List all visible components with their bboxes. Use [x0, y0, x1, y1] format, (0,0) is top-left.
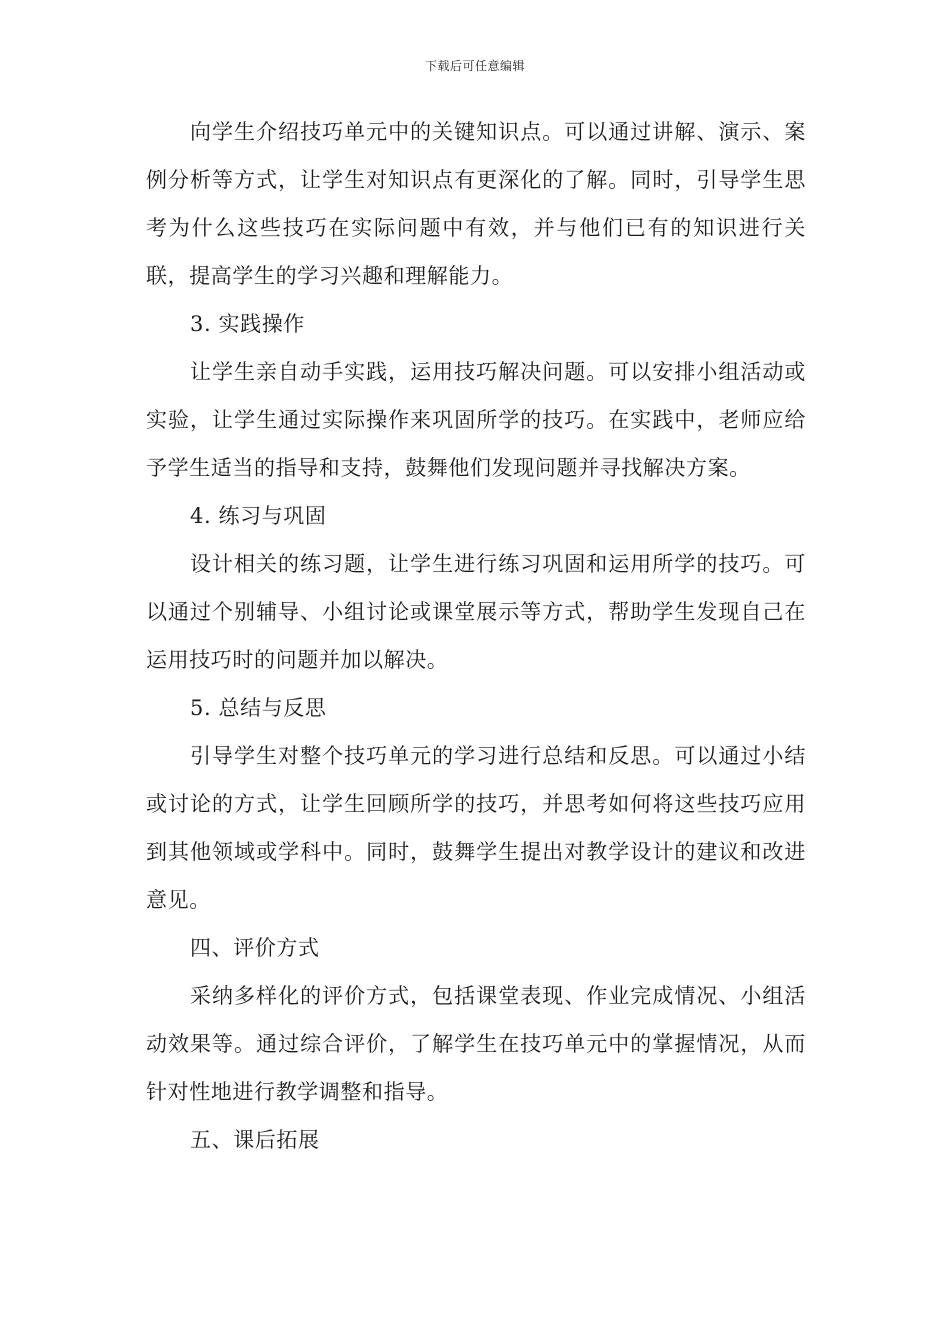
- heading-practice: 3. 实践操作: [190, 312, 305, 336]
- paragraph-summary: 引导学生对整个技巧单元的学习进行总结和反思。可以通过小结或讨论的方式，让学生回顾所学的技巧，并思考如何将这些技巧应用到其他领域或学科中。同时，鼓舞学生提出对教学设计的建议和改进意见。: [146, 744, 806, 912]
- paragraph-intro-knowledge: 向学生介绍技巧单元中的关键知识点。可以通过讲解、演示、案例分析等方式，让学生对知识点有更深化的了解。同时，引导学生思考为什么这些技巧在实际问题中有效，并与他们已有的知识进行关联，提高学生的学习兴趣和理解能力。: [146, 120, 806, 288]
- paragraph-exercise: 设计相关的练习题，让学生进行练习巩固和运用所学的技巧。可以通过个别辅导、小组讨论或课堂展示等方式，帮助学生发现自己在运用技巧时的问题并加以解决。: [146, 552, 806, 672]
- heading-evaluation: 四、评价方式: [190, 936, 320, 960]
- paragraph-practice: 让学生亲自动手实践，运用技巧解决问题。可以安排小组活动或实验，让学生通过实际操作来巩固所学的技巧。在实践中，老师应给予学生适当的指导和支持，鼓舞他们发现问题并寻找解决方案。: [146, 360, 806, 480]
- document-body: [146, 108, 806, 1164]
- heading-summary: 5. 总结与反思: [190, 696, 327, 720]
- page-header: 下载后可任意编辑: [424, 59, 525, 73]
- paragraph-evaluation: 采纳多样化的评价方式，包括课堂表现、作业完成情况、小组活动效果等。通过综合评价，了解学生在技巧单元中的掌握情况，从而针对性地进行教学调整和指导。: [146, 984, 806, 1104]
- heading-exercise: 4. 练习与巩固: [190, 504, 327, 528]
- heading-extension: 五、课后拓展: [190, 1128, 320, 1152]
